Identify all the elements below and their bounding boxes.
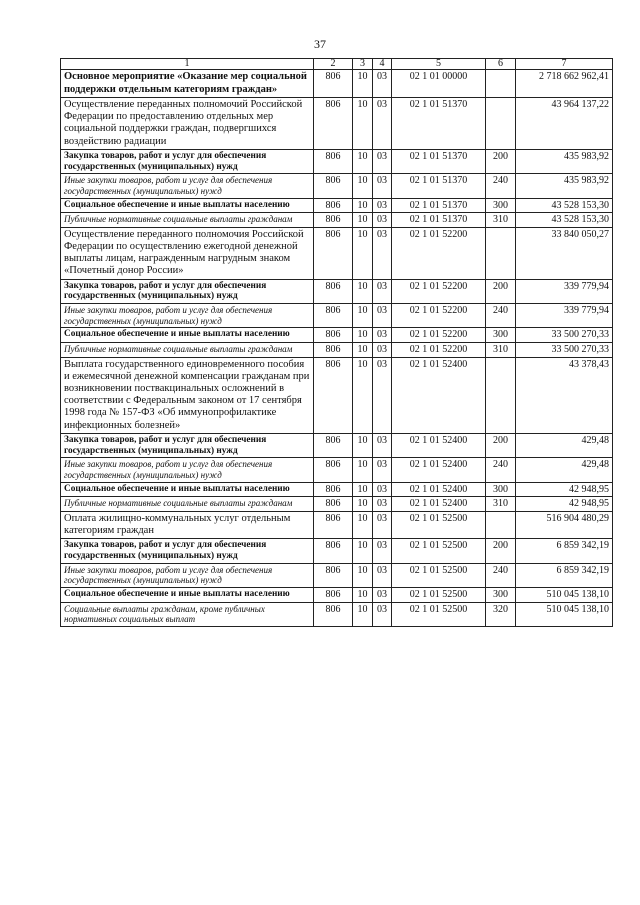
row-name-cell: Иные закупки товаров, работ и услуг для обеспечения государственных (муниципальных) нужд	[61, 174, 314, 198]
amount-cell: 435 983,92	[516, 149, 613, 174]
table-row	[61, 213, 613, 228]
row-name-cell: Основное мероприятие «Оказание мер социальной поддержки отдельным категориям граждан»	[61, 70, 314, 98]
subsection-code-cell: 03	[373, 98, 392, 150]
section-code-cell: 10	[353, 227, 373, 279]
amount-cell: 339 779,94	[516, 279, 613, 304]
expense-type-cell: 310	[486, 497, 516, 512]
amount-cell: 43 378,43	[516, 357, 613, 433]
subsection-code-cell: 03	[373, 539, 392, 564]
subsection-code-cell: 03	[373, 587, 392, 602]
table-row	[61, 587, 613, 602]
subsection-code-cell: 03	[373, 279, 392, 304]
ministry-code-cell: 806	[314, 433, 353, 458]
column-header: 1	[61, 59, 314, 70]
amount-cell: 6 859 342,19	[516, 563, 613, 587]
target-article-cell: 02 1 01 52500	[392, 563, 486, 587]
table-row	[61, 602, 613, 626]
ministry-code-cell: 806	[314, 304, 353, 328]
target-article-cell: 02 1 01 52200	[392, 328, 486, 343]
target-article-cell: 02 1 01 52200	[392, 227, 486, 279]
ministry-code-cell: 806	[314, 149, 353, 174]
ministry-code-cell: 806	[314, 342, 353, 357]
target-article-cell: 02 1 01 00000	[392, 70, 486, 98]
subsection-code-cell: 03	[373, 174, 392, 198]
expense-type-cell: 200	[486, 539, 516, 564]
table-row	[61, 497, 613, 512]
section-code-cell: 10	[353, 342, 373, 357]
row-name-cell: Социальное обеспечение и иные выплаты населению	[61, 482, 314, 497]
expense-type-cell: 200	[486, 433, 516, 458]
column-header: 3	[353, 59, 373, 70]
row-name-cell: Иные закупки товаров, работ и услуг для обеспечения государственных (муниципальных) нужд	[61, 563, 314, 587]
section-code-cell: 10	[353, 587, 373, 602]
target-article-cell: 02 1 01 52400	[392, 497, 486, 512]
ministry-code-cell: 806	[314, 213, 353, 228]
section-code-cell: 10	[353, 149, 373, 174]
row-name-cell: Закупка товаров, работ и услуг для обеспечения государственных (муниципальных) нужд	[61, 149, 314, 174]
expense-type-cell: 310	[486, 342, 516, 357]
table-row	[61, 70, 613, 98]
subsection-code-cell: 03	[373, 482, 392, 497]
ministry-code-cell: 806	[314, 497, 353, 512]
row-name-cell: Публичные нормативные социальные выплаты гражданам	[61, 497, 314, 512]
ministry-code-cell: 806	[314, 539, 353, 564]
expense-type-cell: 240	[486, 563, 516, 587]
section-code-cell: 10	[353, 482, 373, 497]
section-code-cell: 10	[353, 602, 373, 626]
ministry-code-cell: 806	[314, 482, 353, 497]
section-code-cell: 10	[353, 497, 373, 512]
row-name-cell: Оплата жилищно-коммунальных услуг отдельным категориям граждан	[61, 511, 314, 538]
amount-cell: 435 983,92	[516, 174, 613, 198]
amount-cell: 33 500 270,33	[516, 342, 613, 357]
subsection-code-cell: 03	[373, 433, 392, 458]
row-name-cell: Публичные нормативные социальные выплаты гражданам	[61, 342, 314, 357]
subsection-code-cell: 03	[373, 563, 392, 587]
page-number: 37	[314, 37, 326, 51]
amount-cell: 43 964 137,22	[516, 98, 613, 150]
amount-cell: 510 045 138,10	[516, 602, 613, 626]
amount-cell: 429,48	[516, 433, 613, 458]
section-code-cell: 10	[353, 304, 373, 328]
table-body	[61, 70, 613, 627]
amount-cell: 43 528 153,30	[516, 213, 613, 228]
amount-cell: 339 779,94	[516, 304, 613, 328]
table-row	[61, 357, 613, 433]
expense-type-cell: 240	[486, 304, 516, 328]
amount-cell: 429,48	[516, 458, 613, 482]
subsection-code-cell: 03	[373, 602, 392, 626]
column-header: 5	[392, 59, 486, 70]
target-article-cell: 02 1 01 51370	[392, 198, 486, 213]
target-article-cell: 02 1 01 52500	[392, 587, 486, 602]
target-article-cell: 02 1 01 52200	[392, 304, 486, 328]
section-code-cell: 10	[353, 433, 373, 458]
subsection-code-cell: 03	[373, 511, 392, 538]
amount-cell: 6 859 342,19	[516, 539, 613, 564]
table-row	[61, 227, 613, 279]
expense-type-cell: 200	[486, 149, 516, 174]
ministry-code-cell: 806	[314, 70, 353, 98]
subsection-code-cell: 03	[373, 304, 392, 328]
row-name-cell: Выплата государственного единовременного пособия и ежемесячной денежной компенсации гражданам при возникновении поствакцинальных осложнений в соответствии с Федеральным законом от 17 сентября 1998 года № 157-ФЗ «Об иммунопрофилактике инфекционных болезней»	[61, 357, 314, 433]
row-name-cell: Иные закупки товаров, работ и услуг для обеспечения государственных (муниципальных) нужд	[61, 458, 314, 482]
subsection-code-cell: 03	[373, 198, 392, 213]
subsection-code-cell: 03	[373, 227, 392, 279]
subsection-code-cell: 03	[373, 149, 392, 174]
section-code-cell: 10	[353, 213, 373, 228]
section-code-cell: 10	[353, 70, 373, 98]
target-article-cell: 02 1 01 52200	[392, 279, 486, 304]
expense-type-cell: 240	[486, 174, 516, 198]
row-name-cell: Социальные выплаты гражданам, кроме публичных нормативных социальных выплат	[61, 602, 314, 626]
target-article-cell: 02 1 01 52500	[392, 539, 486, 564]
ministry-code-cell: 806	[314, 328, 353, 343]
ministry-code-cell: 806	[314, 357, 353, 433]
subsection-code-cell: 03	[373, 328, 392, 343]
subsection-code-cell: 03	[373, 357, 392, 433]
amount-cell: 43 528 153,30	[516, 198, 613, 213]
amount-cell: 33 500 270,33	[516, 328, 613, 343]
section-code-cell: 10	[353, 357, 373, 433]
column-header: 6	[486, 59, 516, 70]
amount-cell: 42 948,95	[516, 497, 613, 512]
row-name-cell: Социальное обеспечение и иные выплаты населению	[61, 328, 314, 343]
table-row	[61, 539, 613, 564]
target-article-cell: 02 1 01 52500	[392, 511, 486, 538]
target-article-cell: 02 1 01 52200	[392, 342, 486, 357]
expense-type-cell: 300	[486, 482, 516, 497]
row-name-cell: Социальное обеспечение и иные выплаты населению	[61, 587, 314, 602]
section-code-cell: 10	[353, 279, 373, 304]
expense-type-cell	[486, 511, 516, 538]
expense-type-cell: 320	[486, 602, 516, 626]
section-code-cell: 10	[353, 328, 373, 343]
ministry-code-cell: 806	[314, 279, 353, 304]
column-header: 7	[516, 59, 613, 70]
expense-type-cell: 300	[486, 198, 516, 213]
section-code-cell: 10	[353, 511, 373, 538]
amount-cell: 516 904 480,29	[516, 511, 613, 538]
column-header: 2	[314, 59, 353, 70]
row-name-cell: Осуществление переданного полномочия Российской Федерации по осуществлению ежегодной денежной выплаты лицам, награжденным нагрудным знаком «Почетный донор России»	[61, 227, 314, 279]
column-header: 4	[373, 59, 392, 70]
expense-type-cell	[486, 98, 516, 150]
table-row	[61, 482, 613, 497]
section-code-cell: 10	[353, 539, 373, 564]
expense-type-cell: 240	[486, 458, 516, 482]
table-row	[61, 304, 613, 328]
table-row	[61, 174, 613, 198]
table-row	[61, 149, 613, 174]
target-article-cell: 02 1 01 51370	[392, 149, 486, 174]
target-article-cell: 02 1 01 51370	[392, 213, 486, 228]
ministry-code-cell: 806	[314, 227, 353, 279]
table-row	[61, 279, 613, 304]
table-row	[61, 198, 613, 213]
amount-cell: 2 718 662 962,41	[516, 70, 613, 98]
target-article-cell: 02 1 01 52400	[392, 357, 486, 433]
expense-type-cell: 300	[486, 587, 516, 602]
ministry-code-cell: 806	[314, 458, 353, 482]
section-code-cell: 10	[353, 174, 373, 198]
expense-type-cell: 300	[486, 328, 516, 343]
expense-type-cell	[486, 357, 516, 433]
table-row	[61, 98, 613, 150]
column-number-row	[61, 59, 613, 70]
row-name-cell: Социальное обеспечение и иные выплаты населению	[61, 198, 314, 213]
ministry-code-cell: 806	[314, 587, 353, 602]
expense-type-cell	[486, 227, 516, 279]
subsection-code-cell: 03	[373, 213, 392, 228]
subsection-code-cell: 03	[373, 497, 392, 512]
section-code-cell: 10	[353, 98, 373, 150]
section-code-cell: 10	[353, 563, 373, 587]
section-code-cell: 10	[353, 198, 373, 213]
amount-cell: 33 840 050,27	[516, 227, 613, 279]
target-article-cell: 02 1 01 52400	[392, 482, 486, 497]
ministry-code-cell: 806	[314, 174, 353, 198]
subsection-code-cell: 03	[373, 458, 392, 482]
expense-type-cell: 200	[486, 279, 516, 304]
target-article-cell: 02 1 01 52400	[392, 458, 486, 482]
row-name-cell: Публичные нормативные социальные выплаты гражданам	[61, 213, 314, 228]
expense-type-cell: 310	[486, 213, 516, 228]
amount-cell: 510 045 138,10	[516, 587, 613, 602]
ministry-code-cell: 806	[314, 511, 353, 538]
ministry-code-cell: 806	[314, 563, 353, 587]
row-name-cell: Закупка товаров, работ и услуг для обеспечения государственных (муниципальных) нужд	[61, 433, 314, 458]
ministry-code-cell: 806	[314, 198, 353, 213]
target-article-cell: 02 1 01 51370	[392, 174, 486, 198]
table-row	[61, 342, 613, 357]
subsection-code-cell: 03	[373, 342, 392, 357]
budget-table	[60, 58, 613, 627]
target-article-cell: 02 1 01 52400	[392, 433, 486, 458]
table-row	[61, 511, 613, 538]
table-row	[61, 458, 613, 482]
target-article-cell: 02 1 01 52500	[392, 602, 486, 626]
row-name-cell: Закупка товаров, работ и услуг для обеспечения государственных (муниципальных) нужд	[61, 279, 314, 304]
ministry-code-cell: 806	[314, 98, 353, 150]
amount-cell: 42 948,95	[516, 482, 613, 497]
row-name-cell: Закупка товаров, работ и услуг для обеспечения государственных (муниципальных) нужд	[61, 539, 314, 564]
table-row	[61, 563, 613, 587]
expense-type-cell	[486, 70, 516, 98]
table-header	[61, 59, 613, 70]
section-code-cell: 10	[353, 458, 373, 482]
table-row	[61, 433, 613, 458]
row-name-cell: Иные закупки товаров, работ и услуг для обеспечения государственных (муниципальных) нужд	[61, 304, 314, 328]
row-name-cell: Осуществление переданных полномочий Российской Федерации по предоставлению отдельных мер социальной поддержки граждан, подвергшихся воздействию радиации	[61, 98, 314, 150]
ministry-code-cell: 806	[314, 602, 353, 626]
subsection-code-cell: 03	[373, 70, 392, 98]
target-article-cell: 02 1 01 51370	[392, 98, 486, 150]
table-row	[61, 328, 613, 343]
